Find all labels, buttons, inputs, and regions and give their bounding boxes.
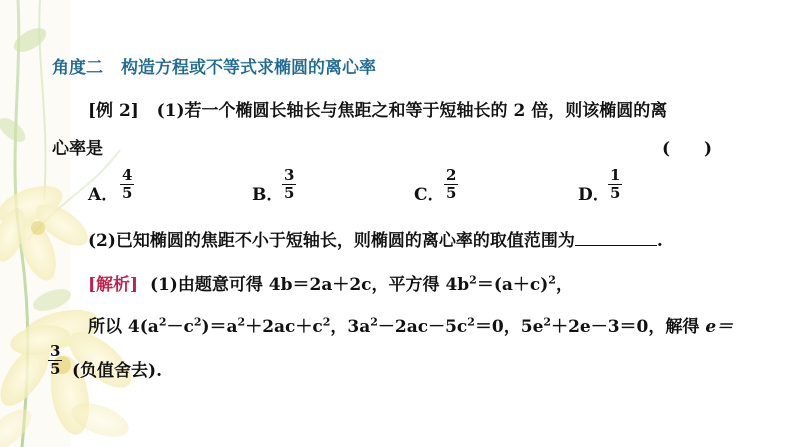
- solution-step2-prefix: 所以: [88, 317, 122, 337]
- example-label: [例 2]: [88, 101, 139, 121]
- solution-step1-mid: ，平方得: [371, 275, 440, 295]
- solution-step1-prefix: (1)由题意可得: [149, 275, 263, 295]
- solution-label: [解析]: [88, 275, 139, 295]
- solution-eq2: $4b^2=(a+c)^2$，: [445, 273, 573, 295]
- option-b-fraction: [282, 168, 296, 201]
- solution-denominator: 5: [50, 360, 61, 378]
- heading-part2: 构造方程或不等式求椭圆的离心率: [121, 58, 376, 78]
- question1-number: (1): [156, 101, 185, 121]
- option-c-fraction: [444, 168, 458, 201]
- option-a-letter: A．: [88, 185, 119, 205]
- answer-paren: ( ): [662, 139, 713, 159]
- section-heading: [52, 53, 376, 78]
- question2-end: .: [656, 231, 663, 251]
- option-d-denominator: 5: [610, 184, 621, 202]
- option-a-numerator: 4: [122, 166, 133, 184]
- option-b-denominator: 5: [284, 184, 295, 202]
- solution-step2-end: ，解得: [648, 317, 700, 337]
- solution-line2: [88, 312, 733, 337]
- option-a-denominator: 5: [122, 184, 133, 202]
- solution-numerator: 3: [50, 342, 61, 360]
- option-c-numerator: 2: [446, 166, 457, 184]
- solution-fraction: [48, 344, 62, 377]
- question2-text: (2)已知椭圆的焦距不小于短轴长，则椭圆的离心率的取值范围为: [88, 231, 575, 251]
- solution-line1: [88, 270, 573, 295]
- solution-eq1: 4b＝2a＋2c: [268, 275, 372, 295]
- question2-line: [88, 226, 663, 251]
- question1-line1: [88, 96, 667, 121]
- option-c-denominator: 5: [446, 184, 457, 202]
- solution-eq3: $4(a^2-c^2)=a^2+2ac+c^2$，$3a^2-2ac-5c^2=0$，$5e^2+2e-3=0$: [127, 315, 649, 337]
- option-d-numerator: 1: [610, 166, 621, 184]
- answer-blank: [575, 231, 657, 246]
- option-d-fraction: [608, 168, 622, 201]
- question1-line2: 心率是: [52, 139, 103, 159]
- solution-eq4: e＝: [705, 317, 734, 337]
- heading-part1: 角度二: [52, 58, 103, 78]
- option-b-letter: B．: [252, 185, 284, 205]
- option-b-numerator: 3: [284, 166, 295, 184]
- option-c-letter: C．: [414, 185, 445, 205]
- option-d-letter: D．: [578, 185, 610, 205]
- option-a-fraction: [120, 168, 134, 201]
- question1-text: 若一个椭圆长轴长与焦距之和等于短轴长的 2 倍，则该椭圆的离: [184, 101, 668, 121]
- solution-line3: (负值舍去).: [72, 361, 163, 381]
